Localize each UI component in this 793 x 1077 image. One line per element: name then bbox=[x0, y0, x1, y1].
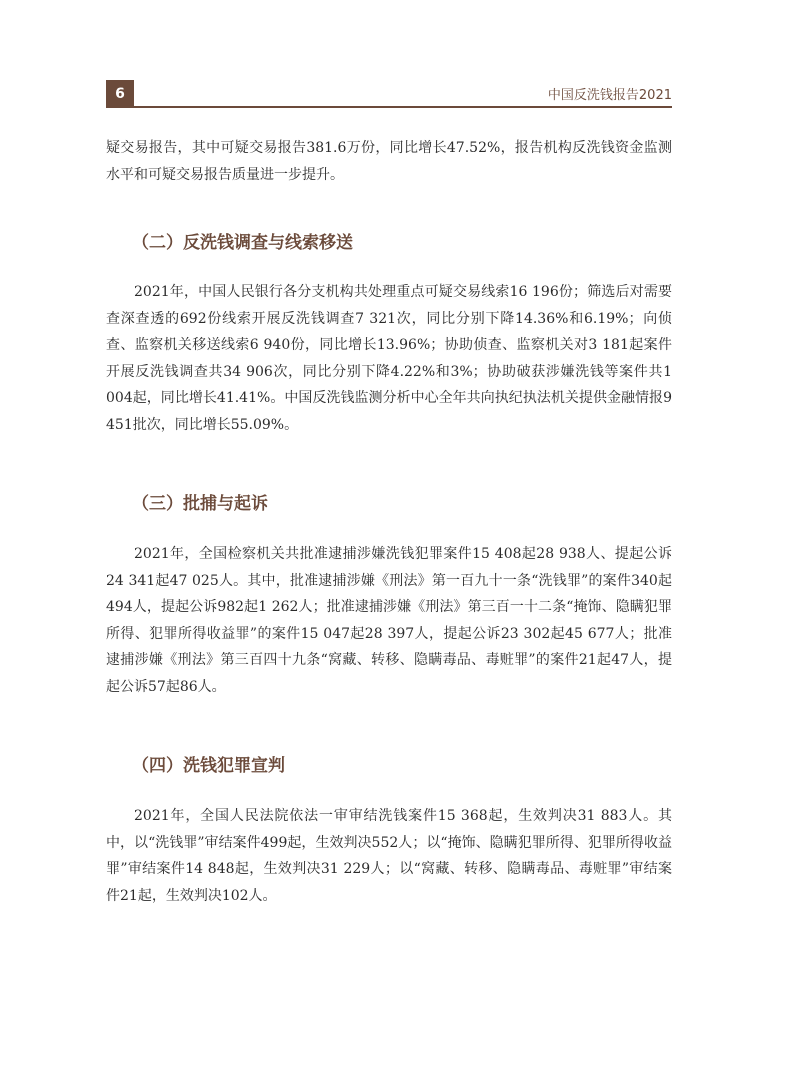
section-heading-2: （二）反洗钱调查与线索移送 bbox=[132, 233, 353, 253]
page-header bbox=[106, 80, 672, 108]
report-title: 中国反洗钱报告2021 bbox=[547, 88, 672, 103]
paragraph-sentencing: 2021年，全国人民法院依法一审审结洗钱案件15 368起，生效判决31 883人。其中，以“洗钱罪”审结案件499起，生效判决552人；以“掩饰、隐瞒犯罪所得、犯罪所得收益罪”审结案件14 848起，生效判决31 229人；以“窝藏、转移、隐瞒毒品、毒赃罪”审结案件21起，生效判决102人。 bbox=[106, 808, 672, 904]
paragraph-investigation: 2021年，中国人民银行各分支机构共处理重点可疑交易线索16 196份；筛选后对需要查深查透的692份线索开展反洗钱调查7 321次，同比分别下降14.36%和6.19%；向侦查、监察机关移送线索6 940份，同比增长13.96%；协助侦查、监察机关对3 181起案件开展反洗钱调查共34 906次，同比分别下降4.22%和3%；协助破获涉嫌洗钱等案件共1 004起，同比增长41.41%。中国反洗钱监测分析中心全年共向执纪执法机关提供金融情报9 451批次，同比增长55.09%。 bbox=[106, 284, 672, 433]
paragraph-prosecution: 2021年，全国检察机关共批准逮捕涉嫌洗钱犯罪案件15 408起28 938人、提起公诉24 341起47 025人。其中，批准逮捕涉嫌《刑法》第一百九十一条“洗钱罪”的案件340起494人，提起公诉982起1 262人；批准逮捕涉嫌《刑法》第三百一十二条“掩饰、隐瞒犯罪所得、犯罪所得收益罪”的案件15 047起28 397人，提起公诉23 302起45 677人；批准逮捕涉嫌《刑法》第三百四十九条“窝藏、转移、隐瞒毒品、毒赃罪”的案件21起47人，提起公诉57起86人。 bbox=[106, 546, 672, 695]
page-number: 6 bbox=[106, 80, 134, 108]
paragraph-continued: 疑交易报告，其中可疑交易报告381.6万份，同比增长47.52%，报告机构反洗钱资金监测水平和可疑交易报告质量进一步提升。 bbox=[106, 140, 672, 183]
section-heading-3: （三）批捕与起诉 bbox=[132, 494, 268, 514]
section-heading-4: （四）洗钱犯罪宣判 bbox=[132, 756, 285, 776]
header-rule bbox=[134, 106, 672, 108]
